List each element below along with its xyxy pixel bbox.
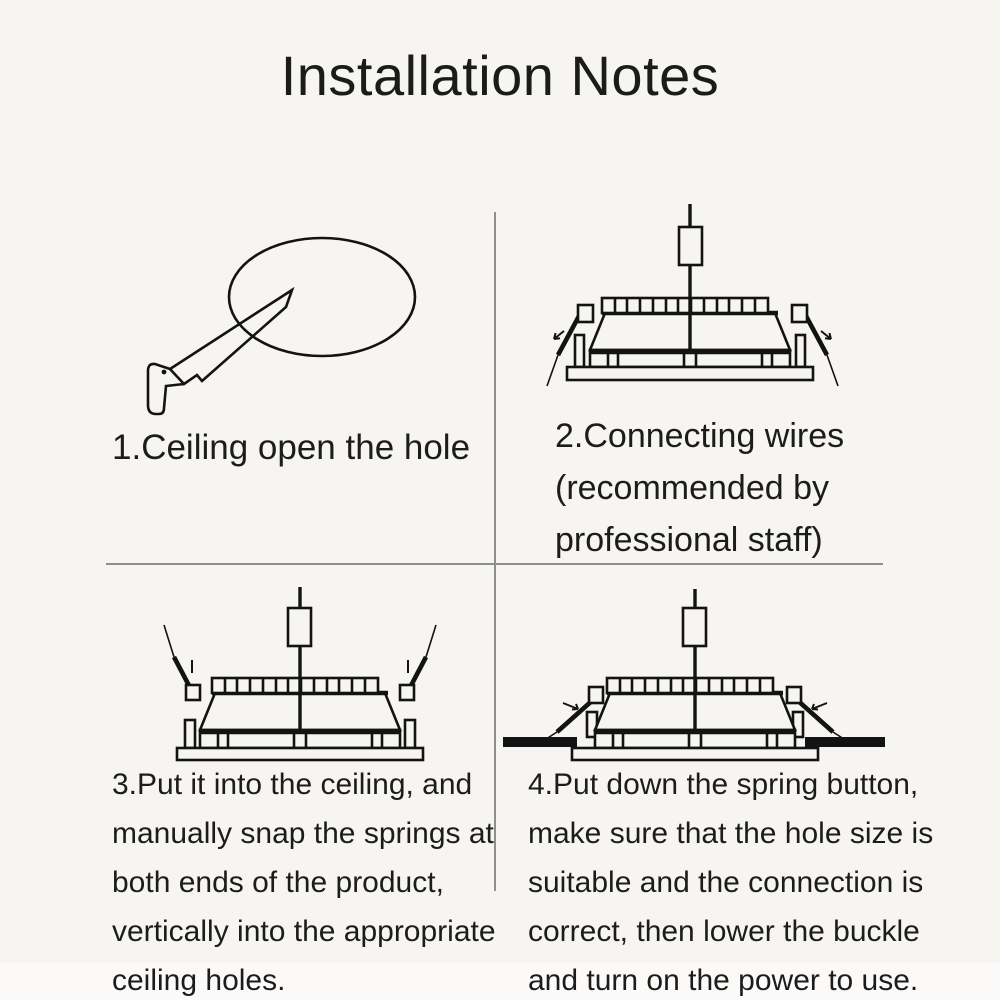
wire-connector-box — [288, 608, 311, 646]
mount-post-right — [796, 335, 805, 367]
spring-clip-left — [164, 625, 200, 700]
step-3-caption — [112, 760, 496, 1000]
wire-connector-box — [679, 227, 702, 265]
downlight-installed-icon — [495, 575, 890, 775]
trim-base-plate — [567, 367, 813, 380]
downlight-connecting-wires-icon — [495, 190, 890, 400]
caption-line: suitable and the connection is — [528, 866, 924, 899]
page-title: Installation Notes — [280, 43, 720, 107]
spring-clip-right — [400, 625, 436, 700]
caption-line: 2.Connecting wires — [555, 417, 845, 455]
saw-cutting-hole-icon — [100, 212, 495, 564]
caption-line: correct, then lower the buckle — [528, 915, 920, 948]
ceiling-panel-left — [503, 737, 577, 747]
mount-post-left — [575, 335, 584, 367]
caption-line: ceiling holes. — [112, 964, 286, 997]
caption-line: manually snap the springs at — [112, 817, 494, 850]
hand-saw — [148, 290, 292, 414]
mount-post-right — [405, 720, 415, 748]
wire-connector-box — [683, 608, 706, 646]
ceiling-hole-ellipse — [229, 238, 415, 356]
mount-post-left — [185, 720, 195, 748]
caption-line: 3.Put it into the ceiling, and — [112, 768, 473, 801]
caption-line: both ends of the product, — [112, 866, 444, 899]
step-4-caption — [528, 760, 933, 1000]
ceiling-panel-right — [805, 737, 885, 747]
caption-line: make sure that the hole size is — [528, 817, 934, 850]
caption-line: 4.Put down the spring button, — [528, 768, 919, 801]
caption-line: and turn on the power to use. — [528, 964, 919, 997]
caption-line: professional staff) — [555, 521, 823, 559]
downlight-springs-raised-icon — [100, 575, 495, 765]
step-2-caption — [555, 410, 844, 566]
step-1-caption: 1.Ceiling open the hole — [112, 428, 471, 467]
caption-line: vertically into the appropriate — [112, 915, 496, 948]
caption-line: (recommended by — [555, 469, 830, 507]
trim-base-plate — [177, 748, 423, 760]
trim-base-plate — [572, 748, 818, 760]
